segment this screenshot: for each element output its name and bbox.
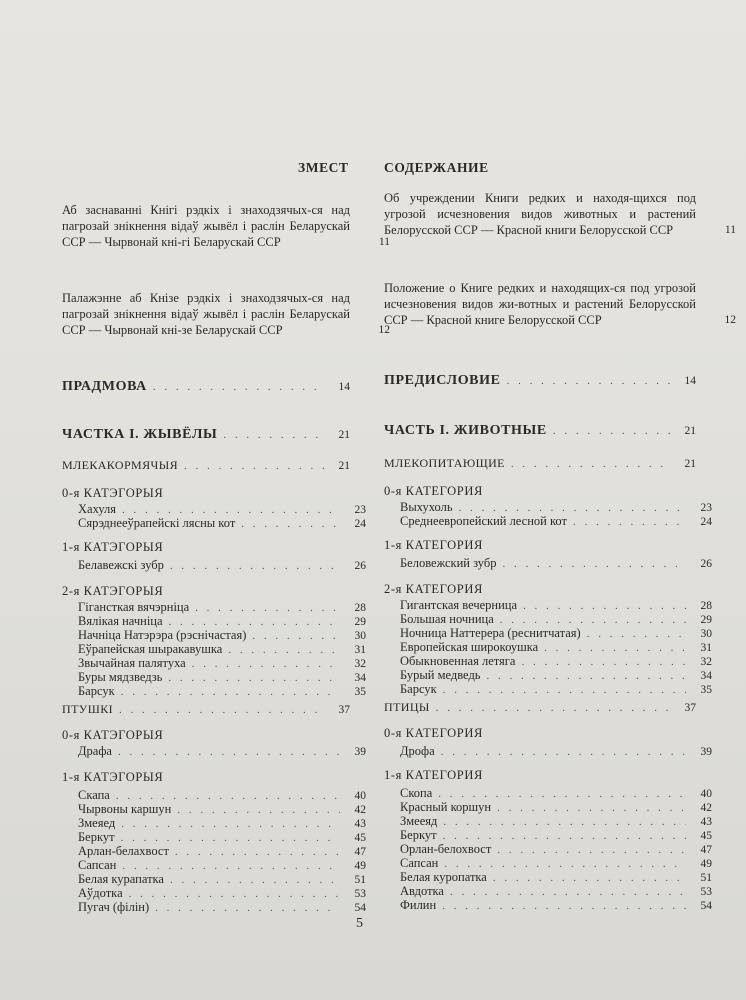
toc-category-heading: 0-я КАТЭГОРЫЯ: [62, 486, 164, 500]
toc-item-list: [384, 556, 712, 570]
toc-entry-page: 12: [378, 324, 390, 336]
toc-category-heading: 0-я КАТЕГОРИЯ: [384, 726, 483, 740]
toc-item-list: [62, 558, 366, 572]
toc-category-heading: 0-я КАТЕГОРИЯ: [384, 484, 483, 498]
toc-entry-text: ПРЕДИСЛОВИЕ: [384, 373, 501, 388]
toc-item-row: Буры мядзведзь . . . 34: [78, 670, 366, 684]
toc-item-list: [384, 744, 712, 758]
page-number: 5: [356, 916, 363, 931]
toc-title: СОДЕРЖАНИЕ: [384, 160, 489, 175]
toc-intro-entry: [62, 290, 390, 338]
toc-intro-entry: [62, 202, 390, 250]
toc-item-list: [62, 744, 366, 758]
toc-item-row: Орлан-белохвост . . . 47: [400, 842, 712, 856]
toc-item-row: Бурый медведь . . . 34: [400, 668, 712, 682]
toc-item-row: Красный коршун . . . 42: [400, 800, 712, 814]
toc-item-row: Барсук . . . 35: [78, 684, 366, 698]
toc-entry-page: 21: [684, 425, 696, 437]
toc-category-heading: 1-я КАТЕГОРИЯ: [384, 538, 483, 552]
toc-item-row: Драфа . . . 39: [78, 744, 366, 758]
toc-item-row: Сапсан . . . 49: [400, 856, 712, 870]
toc-section-row: [384, 456, 696, 470]
toc-entry-text: Аб заснаванні Кнігі рэдкіх і знаходзячых-ся над пагрозай знікнення відаў жывёл і раслін Беларускай ССР — Чырвонай кні-гі Беларускай ССР: [62, 203, 350, 249]
toc-item-list: [384, 598, 712, 696]
toc-preface-row: [62, 380, 350, 394]
toc-entry-text: МЛЕКАКОРМЯЧЫЯ: [62, 458, 178, 472]
toc-item-row: Начніца Натэрэра (рэснічастая) . . . 30: [78, 628, 366, 642]
toc-item-row: Барсук . . . 35: [400, 682, 712, 696]
toc-part-row: [62, 428, 350, 442]
toc-preface-row: [384, 374, 696, 388]
toc-item-row: Белая куропатка . . . 51: [400, 870, 712, 884]
toc-entry-page: 21: [684, 458, 696, 470]
toc-intro-entry: [384, 280, 736, 328]
toc-item-row: Хахуля . . . 23: [78, 502, 366, 516]
toc-entry-page: 11: [724, 224, 736, 236]
toc-section-row: [384, 700, 696, 714]
toc-item-row: Беркут . . . 45: [400, 828, 712, 842]
toc-item-row: Среднеевропейский лесной кот . . . 24: [400, 514, 712, 528]
toc-item-row: Пугач (філін) . . . 54: [78, 900, 366, 914]
toc-intro-entry: [384, 190, 736, 238]
toc-item-list: [62, 502, 366, 530]
toc-category-heading: 1-я КАТЕГОРИЯ: [384, 768, 483, 782]
toc-section-row: [62, 458, 350, 472]
toc-item-row: Белавежскі зубр . . . 26: [78, 558, 366, 572]
toc-item-list: [384, 786, 712, 912]
toc-section-row: [62, 702, 350, 716]
toc-item-row: Ночница Наттерера (реснитчатая) . . . 30: [400, 626, 712, 640]
toc-item-row: Сярэднееўрапейскі лясны кот . . . 24: [78, 516, 366, 530]
toc-item-list: [384, 500, 712, 528]
toc-item-row: Еўрапейская шыракавушка . . . 31: [78, 642, 366, 656]
toc-item-row: Беловежский зубр . . . 26: [400, 556, 712, 570]
toc-item-row: Обыкновенная летяга . . . 32: [400, 654, 712, 668]
toc-entry-page: 37: [684, 702, 696, 714]
toc-item-list: [62, 788, 366, 914]
toc-entry-page: 21: [338, 460, 350, 472]
toc-entry-text: ПТИЦЫ: [384, 700, 430, 714]
toc-entry-page: 21: [338, 429, 350, 441]
toc-entry-text: ПТУШКІ: [62, 702, 113, 716]
toc-item-list: [62, 600, 366, 698]
toc-entry-text: Об учреждении Книги редких и находя-щихся под угрозой исчезновения видов животных и растений Белорусской ССР — Красной книги Белорусской ССР: [384, 191, 696, 237]
toc-entry-text: ЧАСТЬ I. ЖИВОТНЫЕ: [384, 423, 547, 438]
toc-item-row: Скапа . . . 40: [78, 788, 366, 802]
toc-item-row: Большая ночница . . . 29: [400, 612, 712, 626]
toc-entry-text: Положение о Книге редких и находящих-ся под угрозой исчезновения видов жи-вотных и растений Белорусской ССР — Красной книге Белорусской ССР: [384, 281, 696, 327]
toc-item-row: Арлан-белахвост . . . 47: [78, 844, 366, 858]
toc-entry-page: 12: [724, 314, 736, 326]
toc-item-row: Змееяд . . . 43: [400, 814, 712, 828]
toc-item-row: Европейская широкоушка . . . 31: [400, 640, 712, 654]
toc-item-row: Звычайная палятуха . . . 32: [78, 656, 366, 670]
toc-item-row: Гигантская вечерница . . . 28: [400, 598, 712, 612]
toc-part-row: [384, 424, 696, 438]
toc-category-heading: 2-я КАТЕГОРИЯ: [384, 582, 483, 596]
toc-item-row: Филин . . . 54: [400, 898, 712, 912]
toc-entry-text: Палажэнне аб Кнізе рэдкіх і знаходзячых-ся над пагрозай знікнення відаў жывёл і раслін Беларускай ССР — Чырвонай кні-зе Беларускай ССР: [62, 291, 350, 337]
toc-item-row: Скопа . . . 40: [400, 786, 712, 800]
toc-entry-text: МЛЕКОПИТАЮЩИЕ: [384, 456, 505, 470]
toc-category-heading: 1-я КАТЭГОРЫЯ: [62, 540, 164, 554]
toc-item-row: Выхухоль . . . 23: [400, 500, 712, 514]
toc-item-row: Авдотка . . . 53: [400, 884, 712, 898]
toc-item-row: Аўдотка . . . 53: [78, 886, 366, 900]
toc-entry-page: 37: [338, 704, 350, 716]
toc-item-row: Дрофа . . . 39: [400, 744, 712, 758]
toc-item-row: Беркут . . . 45: [78, 830, 366, 844]
toc-category-heading: 0-я КАТЭГОРЫЯ: [62, 728, 164, 742]
toc-item-row: Белая курапатка . . . 51: [78, 872, 366, 886]
toc-entry-text: ПРАДМОВА: [62, 379, 147, 394]
toc-entry-text: ЧАСТКА I. ЖЫВЁЛЫ: [62, 427, 218, 442]
toc-entry-page: 14: [684, 375, 696, 387]
toc-category-heading: 2-я КАТЭГОРЫЯ: [62, 584, 164, 598]
toc-item-row: Сапсан . . . 49: [78, 858, 366, 872]
toc-item-row: Вялікая начніца . . . 29: [78, 614, 366, 628]
toc-item-row: Гігансткая вячэрніца . . . 28: [78, 600, 366, 614]
toc-item-row: Чырвоны каршун . . . 42: [78, 802, 366, 816]
toc-title: ЗМЕСТ: [298, 160, 349, 175]
toc-item-row: Змеяед . . . 43: [78, 816, 366, 830]
toc-category-heading: 1-я КАТЭГОРЫЯ: [62, 770, 164, 784]
toc-entry-page: 14: [338, 381, 350, 393]
toc-entry-page: 11: [378, 236, 390, 248]
